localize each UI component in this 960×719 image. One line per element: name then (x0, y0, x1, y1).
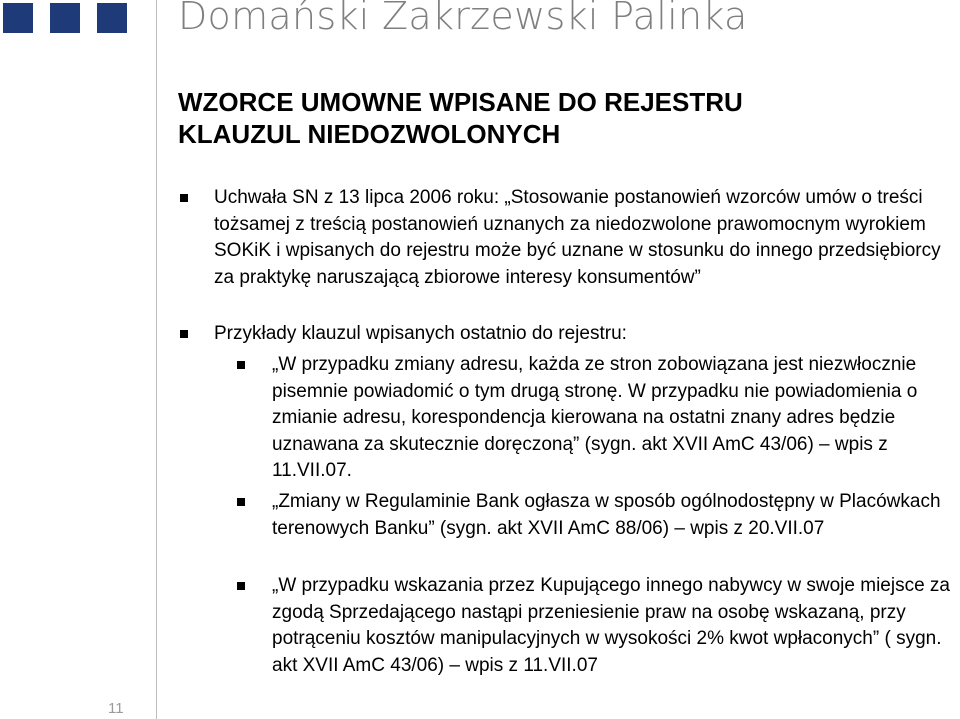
sub-bullet-buyer-transfer (272, 573, 960, 679)
sub-bullet-address-change-text: „W przypadku zmiany adresu, każda ze stron zobowiązana jest niezwłocznie pisemnie powiadomić o tym drugą stronę. W przypadku nie powiadomienia o zmianie adresu, korespondencja kierowana na ostatni znany adres będzie uznawana za skutecznie doręczoną” (sygn. akt XVII AmC 43/06) – wpis z 11.VII.07. (272, 354, 918, 481)
bullet-examples-text: Przykłady klauzul wpisanych ostatnio do rejestru: (214, 323, 627, 344)
bullet-resolution (214, 185, 949, 291)
page-number: 11 (108, 700, 124, 717)
slide-title-line2: KLAUZUL NIEDOZWOLONYCH (178, 119, 561, 149)
square-bullet-icon (180, 194, 188, 202)
slide-title-line1: WZORCE UMOWNE WPISANE DO REJESTRU (178, 87, 743, 117)
logo-square-2 (50, 3, 80, 33)
firm-logo (3, 3, 127, 33)
sub-bullet-address-change (272, 352, 960, 485)
sub-bullet-buyer-transfer-text: „W przypadku wskazania przez Kupującego innego nabywcy w swoje miejsce za zgodą Sprzedającego nastąpi przeniesienie praw na osobę wskazaną, przy potrąceniu kosztów manipulacyjnych w wysokości 2% kwot wpłaconych” ( sygn. akt XVII AmC 43/06) – wpis z 11.VII.07 (272, 575, 950, 676)
sub-bullet-regulations-text: „Zmiany w Regulaminie Bank ogłasza w sposób ogólnodostępny w Placówkach terenowych Banku” (sygn. akt XVII AmC 88/06) – wpis z 20.VII.07 (272, 491, 941, 539)
vertical-divider (156, 0, 157, 719)
bullet-examples (214, 321, 949, 348)
square-bullet-icon (237, 498, 245, 506)
bullet-resolution-text: Uchwała SN z 13 lipca 2006 roku: „Stosowanie postanowień wzorców umów o treści tożsamej z treścią postanowień uznanych za niedozwolone prawomocnym wyrokiem SOKiK i wpisanych do rejestru może być uznane w stosunku do innego przedsiębiorcy za praktykę naruszającą zbiorowe interesy konsumentów” (214, 187, 941, 288)
slide-title (178, 86, 938, 150)
square-bullet-icon (237, 582, 245, 590)
sub-bullet-regulations (272, 489, 960, 542)
logo-square-3 (97, 3, 127, 33)
firm-name: Domański Zakrzewski Palinka (178, 0, 748, 38)
square-bullet-icon (180, 330, 188, 338)
logo-square-1 (3, 3, 33, 33)
square-bullet-icon (237, 361, 245, 369)
